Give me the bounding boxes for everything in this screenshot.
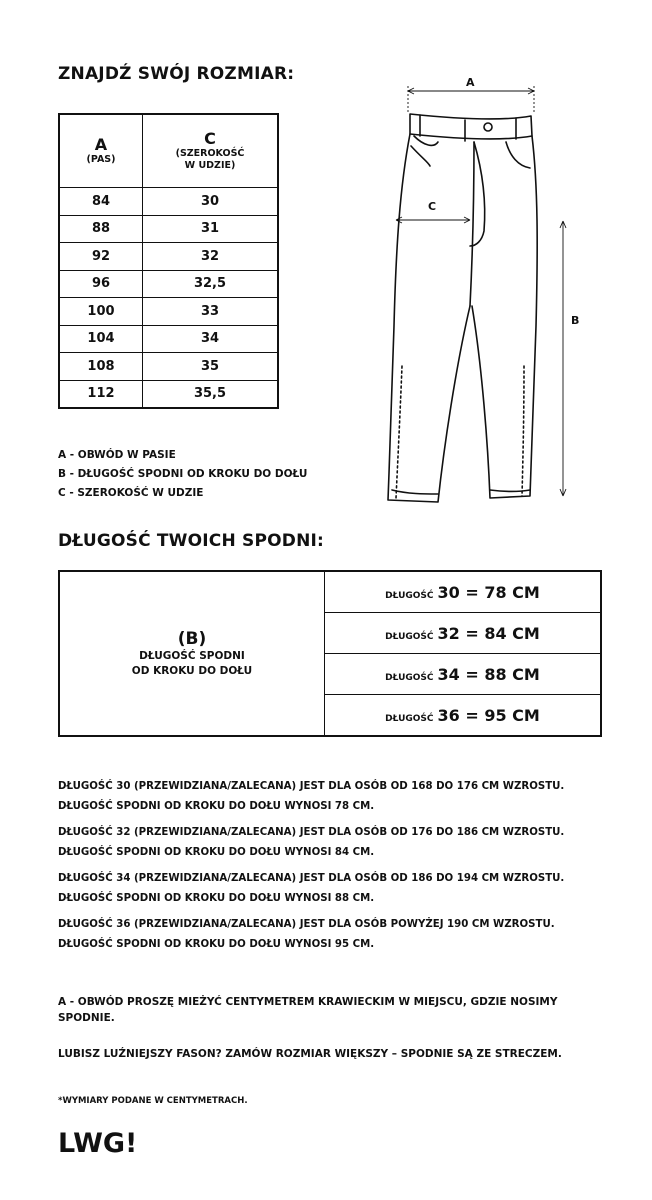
length-value: 30 = 78 CM bbox=[437, 582, 540, 602]
length-cell bbox=[325, 695, 602, 737]
inseam-letter: (B) bbox=[177, 628, 207, 649]
length-word: DŁUGOŚĆ bbox=[385, 631, 434, 642]
measure-note: A - OBWÓD PROSZĘ MIEŻYĆ CENTYMETREM KRAWIECKIM W MIEJSCU, GDZIE NOSIMY SPODNIE. bbox=[58, 996, 558, 1024]
header-thigh-letter: C bbox=[204, 129, 216, 148]
table-row bbox=[59, 243, 278, 271]
header-thigh bbox=[143, 114, 279, 188]
length-cell bbox=[325, 571, 602, 613]
legend-item-a: A - OBWÓD W PASIE bbox=[58, 449, 176, 461]
info-line: DŁUGOŚĆ 30 (PRZEWIDZIANA/ZALECANA) JEST DLA OSÓB OD 168 DO 176 CM WZROSTU. bbox=[58, 781, 565, 792]
table-row bbox=[59, 215, 278, 243]
table-row bbox=[59, 353, 278, 381]
thigh-cell: 32,5 bbox=[143, 270, 279, 298]
waist-cell: 108 bbox=[59, 353, 143, 381]
table-row bbox=[59, 380, 278, 408]
diagram-label-b: B bbox=[571, 314, 580, 327]
header-thigh-sub-1: (SZEROKOŚĆ bbox=[175, 148, 245, 159]
length-value: 36 = 95 CM bbox=[437, 705, 540, 725]
thigh-cell: 32 bbox=[143, 243, 279, 271]
waist-cell: 100 bbox=[59, 298, 143, 326]
waist-cell: 104 bbox=[59, 325, 143, 353]
waist-cell: 92 bbox=[59, 243, 143, 271]
waist-cell: 112 bbox=[59, 380, 143, 408]
table-row bbox=[59, 188, 278, 216]
info-line: DŁUGOŚĆ SPODNI OD KROKU DO DOŁU WYNOSI 95 CM. bbox=[58, 939, 375, 950]
length-word: DŁUGOŚĆ bbox=[385, 713, 434, 724]
waist-cell: 84 bbox=[59, 188, 143, 216]
thigh-cell: 35 bbox=[143, 353, 279, 381]
fit-note: LUBISZ LUŹNIEJSZY FASON? ZAMÓW ROZMIAR WIĘKSZY – SPODNIE SĄ ZE STRECZEM. bbox=[58, 1048, 562, 1060]
length-table bbox=[58, 570, 602, 737]
header-thigh-sub-2: W UDZIE) bbox=[184, 160, 236, 171]
waist-cell: 96 bbox=[59, 270, 143, 298]
info-line: DŁUGOŚĆ 32 (PRZEWIDZIANA/ZALECANA) JEST DLA OSÓB OD 176 DO 186 CM WZROSTU. bbox=[58, 827, 565, 838]
table-row bbox=[59, 571, 601, 613]
measurement-legend bbox=[58, 446, 307, 503]
header-waist-letter: A bbox=[94, 135, 108, 154]
info-line: DŁUGOŚĆ SPODNI OD KROKU DO DOŁU WYNOSI 78 CM. bbox=[58, 801, 375, 812]
legend-item-c: C - SZEROKOŚĆ W UDZIE bbox=[58, 487, 204, 499]
thigh-cell: 31 bbox=[143, 215, 279, 243]
length-chart-title: DŁUGOŚĆ TWOICH SPODNI: bbox=[58, 531, 325, 551]
inseam-desc-2: OD KROKU DO DOŁU bbox=[131, 664, 253, 677]
thigh-cell: 35,5 bbox=[143, 380, 279, 408]
diagram-label-a: A bbox=[466, 76, 475, 89]
size-table-header bbox=[59, 114, 278, 188]
units-note: *WYMIARY PODANE W CENTYMETRACH. bbox=[58, 1096, 248, 1106]
length-cell bbox=[325, 613, 602, 654]
table-row bbox=[59, 270, 278, 298]
size-table bbox=[58, 113, 279, 409]
inseam-label-cell bbox=[59, 571, 325, 736]
length-value: 34 = 88 CM bbox=[437, 664, 540, 684]
table-row bbox=[59, 298, 278, 326]
thigh-cell: 34 bbox=[143, 325, 279, 353]
brand-logo: LWG! bbox=[58, 1128, 138, 1159]
length-value: 32 = 84 CM bbox=[437, 623, 540, 643]
info-line: DŁUGOŚĆ 36 (PRZEWIDZIANA/ZALECANA) JEST DLA OSÓB POWYŻEJ 190 CM WZROSTU. bbox=[58, 919, 555, 930]
inseam-desc-1: DŁUGOŚĆ SPODNI bbox=[139, 649, 245, 662]
length-word: DŁUGOŚĆ bbox=[385, 672, 434, 683]
pants-outline-icon bbox=[378, 66, 608, 516]
header-waist-sub: (PAS) bbox=[86, 154, 116, 165]
diagram-label-c: C bbox=[428, 200, 437, 213]
info-line: DŁUGOŚĆ 34 (PRZEWIDZIANA/ZALECANA) JEST DLA OSÓB OD 186 DO 194 CM WZROSTU. bbox=[58, 873, 565, 884]
header-waist bbox=[59, 114, 143, 188]
info-line: DŁUGOŚĆ SPODNI OD KROKU DO DOŁU WYNOSI 88 CM. bbox=[58, 893, 375, 904]
legend-item-b: B - DŁUGOŚĆ SPODNI OD KROKU DO DOŁU bbox=[58, 468, 308, 480]
length-word: DŁUGOŚĆ bbox=[385, 590, 434, 601]
table-row bbox=[59, 325, 278, 353]
thigh-cell: 33 bbox=[143, 298, 279, 326]
info-line: DŁUGOŚĆ SPODNI OD KROKU DO DOŁU WYNOSI 84 CM. bbox=[58, 847, 375, 858]
length-cell bbox=[325, 654, 602, 695]
size-chart-title: ZNAJDŹ SWÓJ ROZMIAR: bbox=[58, 64, 295, 84]
waist-cell: 88 bbox=[59, 215, 143, 243]
thigh-cell: 30 bbox=[143, 188, 279, 216]
